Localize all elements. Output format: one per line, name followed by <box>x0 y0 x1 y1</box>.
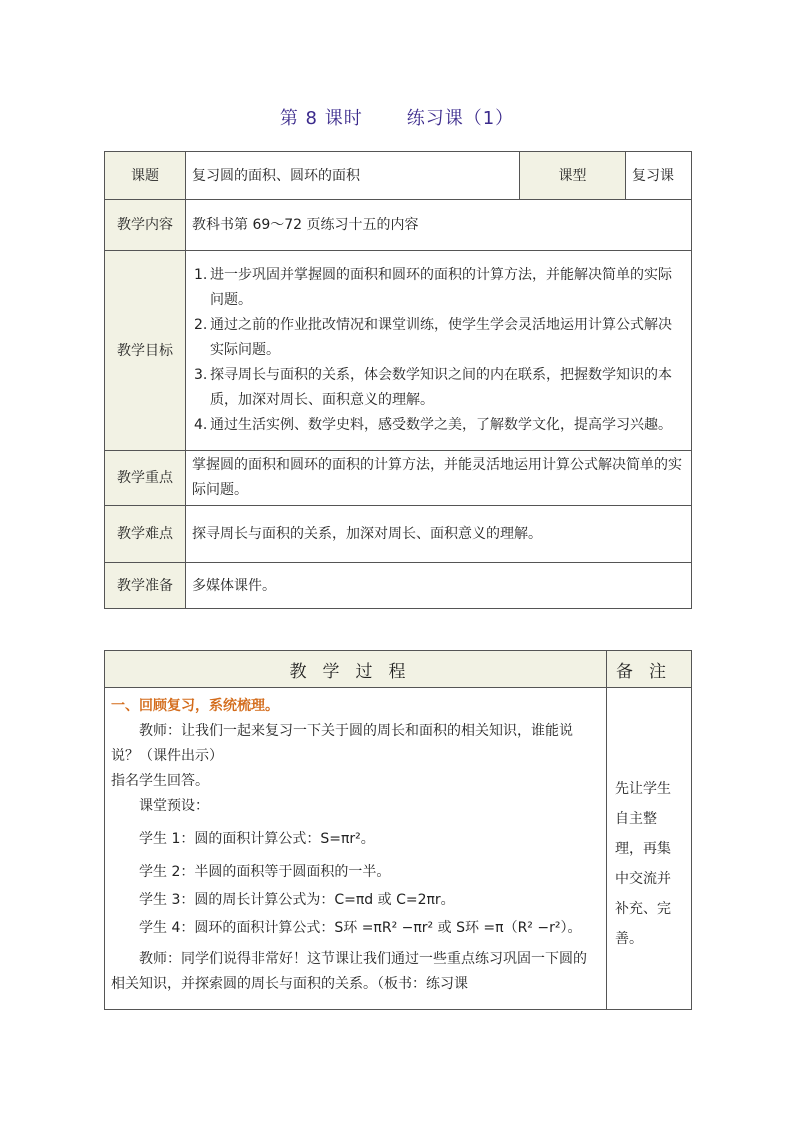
student-line: 学生 3：圆的周长计算公式为：C=πd 或 C=2πr。 <box>139 892 455 908</box>
teacher-line: 教师：同学们说得非常好！这节课让我们通过一些重点练习巩固一下圆的相关知识，并探索圆的周长与面积的关系。（板书：练习课 <box>111 951 587 992</box>
note-header: 备注 <box>607 651 692 688</box>
goal-item: 2. 通过之前的作业批改情况和课堂训练，使学生学会灵活地运用计算公式解决实际问题。 <box>194 317 672 358</box>
content-value: 教科书第 69～72 页练习十五的内容 <box>186 200 692 251</box>
difficulty-value: 探寻周长与面积的关系，加深对周长、面积意义的理解。 <box>186 506 692 563</box>
content-label: 教学内容 <box>105 200 186 251</box>
type-value: 复习课 <box>626 152 692 200</box>
student-line: 学生 2：半圆的面积等于圆面积的一半。 <box>139 864 391 880</box>
goal-item: 3. 探寻周长与面积的关系，体会数学知识之间的内在联系，把握数学知识的本质，加深对周长、面积意义的理解。 <box>194 367 672 408</box>
teaching-process-table <box>104 650 692 1010</box>
goals-label: 教学目标 <box>105 251 186 451</box>
key-label: 教学重点 <box>105 451 186 506</box>
student-line: 学生 1：圆的面积计算公式：S=πr²。 <box>139 831 375 847</box>
type-label: 课型 <box>520 152 626 200</box>
instruction-line: 指名学生回答。 <box>111 773 209 789</box>
prep-value: 多媒体课件。 <box>186 563 692 609</box>
goal-item: 1. 进一步巩固并掌握圆的面积和圆环的面积的计算方法，并能解决简单的实际问题。 <box>194 267 672 308</box>
lesson-number: 第 8 课时 <box>279 108 363 129</box>
topic-value: 复习圆的面积、圆环的面积 <box>186 152 520 200</box>
lesson-info-table <box>104 151 692 609</box>
prep-label: 教学准备 <box>105 563 186 609</box>
difficulty-label: 教学难点 <box>105 506 186 563</box>
goal-item: 4. 通过生活实例、数学史料，感受数学之美，了解数学文化，提高学习兴趣。 <box>194 417 672 433</box>
lesson-title: 练习课（1） <box>406 108 515 129</box>
section-heading: 一、回顾复习，系统梳理。 <box>111 698 279 714</box>
note-text: 先让学生自主整理，再集中交流并补充、完善。 <box>607 688 692 1010</box>
goals-list <box>186 251 692 451</box>
student-line: 学生 4：圆环的面积计算公式：S环 =πR² −πr² 或 S环 =π（R² −r²）。 <box>139 920 582 936</box>
page-title <box>0 104 794 130</box>
process-header: 教学过程 <box>105 651 607 688</box>
preset-line: 课堂预设： <box>139 798 209 814</box>
process-body <box>105 688 607 1010</box>
key-value: 掌握圆的面积和圆环的面积的计算方法，并能灵活地运用计算公式解决简单的实际问题。 <box>186 451 692 506</box>
topic-label: 课题 <box>105 152 186 200</box>
teacher-line: 教师：让我们一起来复习一下关于圆的周长和面积的相关知识，谁能说说？（课件出示） <box>111 723 573 764</box>
